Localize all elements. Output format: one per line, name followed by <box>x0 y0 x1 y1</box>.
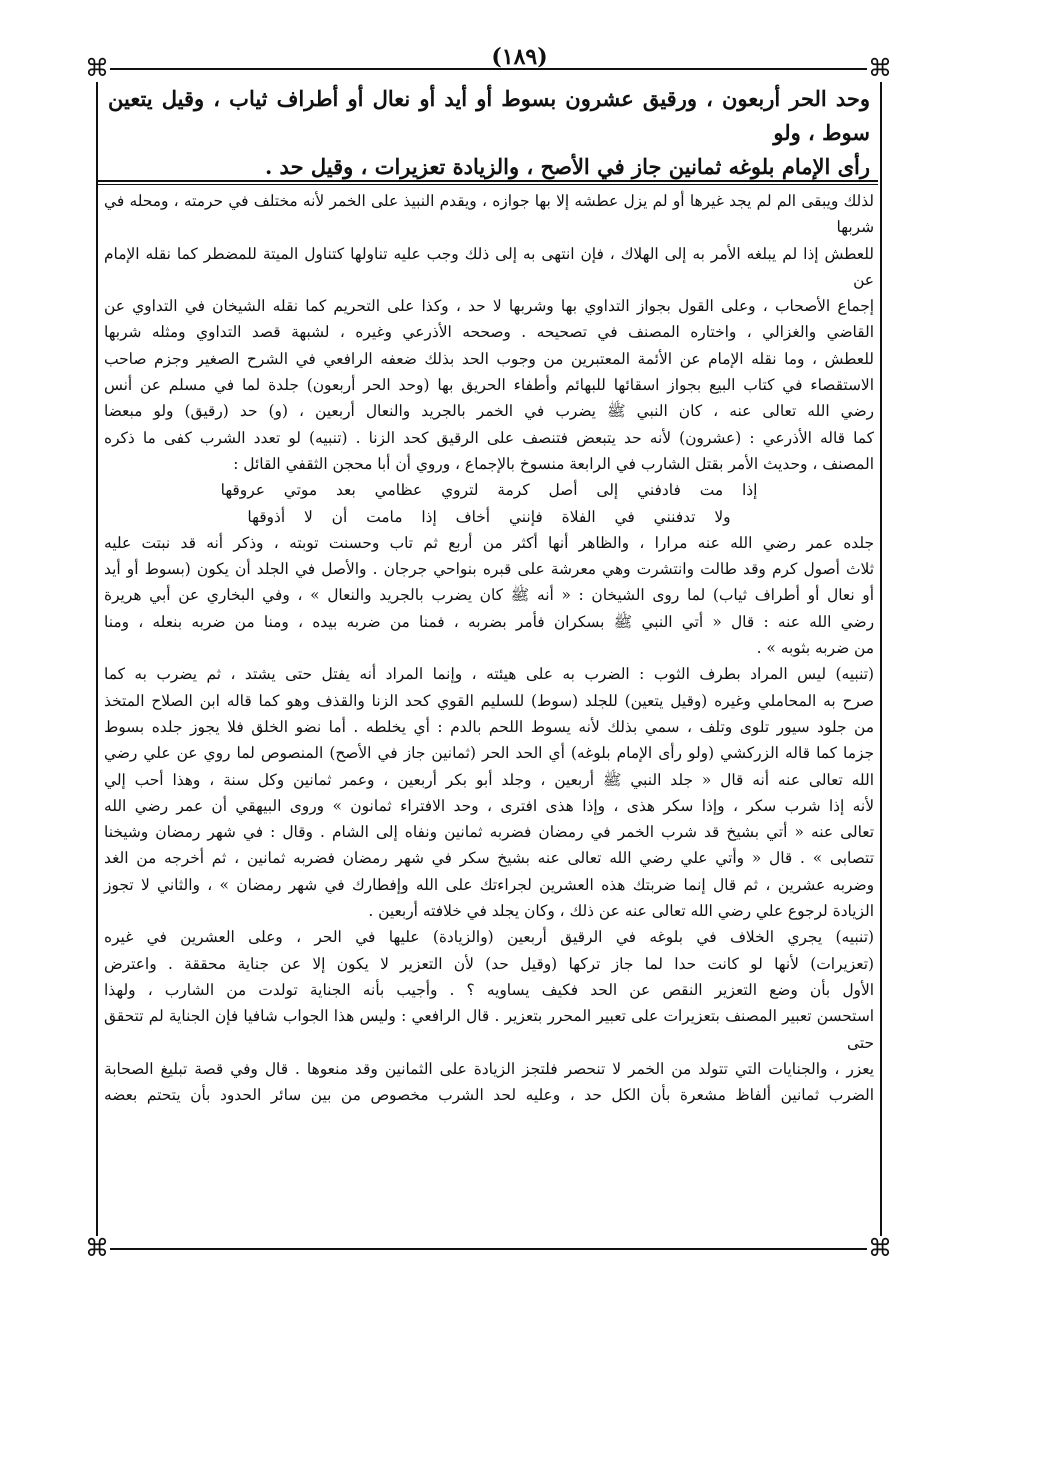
commentary-line: استحسن تعبير المصنف بتعزيرات على تعبير المحرر بتعزير . قال الرافعي : وليس هذا الجواب شافيا فإن الجناية لم تتحقق حتى <box>104 1007 874 1052</box>
corner-ornament-icon: ⌘ <box>868 54 892 82</box>
frame-right-rule <box>880 68 882 1248</box>
commentary-block <box>104 188 874 1108</box>
commentary-line: صرح به المحاملي وغيره (وقيل يتعين) للجلد (سوط) للسليم القوي كحد الزنا والقذف وهو كما قاله ابن الصلاح المتخذ <box>104 691 874 710</box>
commentary-line: وضربه عشرين ، ثم قال إنما ضربتك هذه العشرين لجراءتك على الله وإفطارك في شهر رمضان » ، والثاني لا تجوز <box>104 875 874 894</box>
commentary-line: من جلود سيور تلوى وتلف ، سمي بذلك لأنه يسوط اللحم بالدم : أي يخلطه . أما نضو الخلق فلا يجوز جلده بسوط <box>104 717 874 736</box>
commentary-line: من ضربه بثوبه » . <box>756 639 874 658</box>
commentary-line: (تعزيرات) لأنها لو كانت حدا لما جاز تركها (وقيل حد) لأن التعزير لا يكون إلا عن جناية محققة . واعترض <box>104 954 874 973</box>
main-text-line: وحد الحر أربعون ، ورقيق عشرون بسوط أو أيد أو نعال أو أطراف ثياب ، وقيل يتعين سوط ، ولو <box>108 86 870 145</box>
frame-top-rule <box>96 68 880 70</box>
separator-rule <box>98 184 878 185</box>
corner-ornament-icon: ⌘ <box>85 1234 109 1262</box>
commentary-line: للعطش إذا لم يبلغه الأمر به إلى الهلاك ، فإن انتهى به إلى ذلك وجب عليه تناولها كتناول الميتة للمضطر كما نقله الإمام عن <box>104 244 874 289</box>
commentary-line: المصنف ، وحديث الأمر بقتل الشارب في الرابعة منسوخ بالإجماع ، وروي أن أبا محجن الثقفي القائل : <box>233 454 874 473</box>
commentary-line: الله تعالى عنه أنه قال « جلد النبي ﷺ أربعين ، وجلد أبو بكر أربعين ، وعمر ثمانين وكل سنة ، وهذا أحب إلي <box>104 770 874 789</box>
commentary-line: رضي الله عنه : قال « أتي النبي ﷺ بسكران فأمر بضربه ، فمنا من ضربه بيده ، ومنا من ضربه بنعله ، ومنا <box>104 612 874 631</box>
commentary-line: الأول بأن وضع التعزير النقص عن الحد فكيف يساويه ؟ . وأجيب بأنه الجناية تولدت من الشارب ، ولهذا <box>104 980 874 999</box>
commentary-line: الاستقصاء في كتاب البيع بجواز اسقائها للبهائم وأطفاء الحريق بها (وحد الحر أربعون) جلدة لما في مسلم عن أنس <box>104 376 874 395</box>
poem-verse: ولا تدفنني في الفلاة فإنني أخاف إذا مامت أن لا أذوقها <box>247 507 731 526</box>
corner-ornament-icon: ⌘ <box>85 54 109 82</box>
corner-ornament-icon: ⌘ <box>868 1234 892 1262</box>
commentary-line: (تنبيه) يجري الخلاف في بلوغه في الرقيق أربعين (والزيادة) عليها في الحر ، وعلى العشرين في غيره <box>104 928 874 947</box>
commentary-line: ثلاث أصول كرم وقد طالت وانتشرت وهي معرشة على قبره بنواحي جرجان . والأصل في الجلد أن يكون (بسوط أو أيد <box>104 560 874 579</box>
commentary-line: الزيادة لرجوع علي رضي الله تعالى عنه عن ذلك ، وكان يجلد في خلافته أربعين . <box>368 902 874 921</box>
commentary-line: (تنبيه) ليس المراد بطرف الثوب : الضرب به على هيئته ، وإنما المراد أنه يفتل حتى يشتد ، ثم يضرب به كما <box>104 665 874 684</box>
commentary-line: أو نعال أو أطراف ثياب) لما روى الشيخان : « أنه ﷺ كان يضرب بالجريد والنعال » ، وفي البخاري عن أبي هريرة <box>104 586 874 605</box>
page-number: (١٨٩) <box>491 44 548 70</box>
commentary-line: القاضي والغزالي ، واختاره المصنف في تصحيحه . وصححه الأذرعي وغيره ، لشبهة قصد التداوي ومثله شربها <box>104 323 874 342</box>
commentary-line: جزما كما قاله الزركشي (ولو رأى الإمام بلوغه) أي الحد الحر (ثمانين جاز في الأصح) المنصوص لما روي عن علي رضي <box>104 744 874 763</box>
frame-bottom-rule <box>96 1248 880 1250</box>
poem-verse: إذا مت فادفني إلى أصل كرمة لتروي عظامي بعد موتي عروقها <box>220 481 758 500</box>
commentary-line: للعطش ، وما نقله الإمام عن الأئمة المعتبرين من وجوب الحد بذلك ضعفه الرافعي في الشرح الصغير وجزم صاحب <box>104 349 874 368</box>
commentary-line: إجماع الأصحاب ، وعلى القول بجواز التداوي بها وشربها لا حد ، وكذا على التحريم كما نقله الشيخان في التداوي عن <box>104 297 874 316</box>
main-text-line: رأى الإمام بلوغه ثمانين جاز في الأصح ، والزيادة تعزيرات ، وقيل حد . <box>264 154 870 179</box>
commentary-line: جلده عمر رضي الله عنه مرارا ، والظاهر أنها أكثر من أربع ثم تاب وحسنت توبته ، وذكر أنه قد نبتت عليه <box>104 533 874 552</box>
commentary-line: الضرب ثمانين ألفاظ مشعرة بأن الكل حد ، وعليه لحد الشرب مخصوص من بين سائر الحدود بأن يتحتم بعضه <box>104 1086 874 1105</box>
commentary-line: لأنه إذا شرب سكر ، وإذا سكر هذى ، وإذا هذى افترى ، وحد الافتراء ثمانون » وروى البيهقي أن عمر رضي الله <box>104 796 874 815</box>
commentary-line: يعزر ، والجنايات التي تتولد من الخمر لا تنحصر فلتجز الزيادة على الثمانين وقد منعوها . قال وفي قصة تبليغ الصحابة <box>104 1059 874 1078</box>
commentary-line: تتصابى » . قال « وأتي علي رضي الله تعالى عنه بشيخ سكر في شهر رمضان فضربه ثمانين ، ثم أخرجه من الغد <box>104 849 874 868</box>
commentary-line: لذلك ويبقى الم لم يجد غيرها أو لم يزل عطشه إلا بها جوازه ، ويقدم النبيذ على الخمر لأنه مختلف في حرمته ، ومحله في شربها <box>104 192 874 237</box>
frame-left-rule <box>96 68 98 1248</box>
commentary-line: رضي الله تعالى عنه ، كان النبي ﷺ يضرب في الخمر بالجريد والنعال أربعين ، (و) حد (رقيق) ولو مبعضا <box>104 402 874 421</box>
commentary-line: تعالى عنه « أتي بشيخ قد شرب الخمر في رمضان فضربه ثمانين ونفاه إلى الشام . وقال : في شهر رمضان وشيخنا <box>104 823 874 842</box>
separator-rule <box>98 180 878 182</box>
main-text-block <box>108 82 870 184</box>
commentary-line: كما قاله الأذرعي : (عشرون) لأنه حد يتبعض فتنصف على الرقيق كحد الزنا . (تنبيه) لو تعدد الشرب كفى ما ذكره <box>104 428 874 447</box>
